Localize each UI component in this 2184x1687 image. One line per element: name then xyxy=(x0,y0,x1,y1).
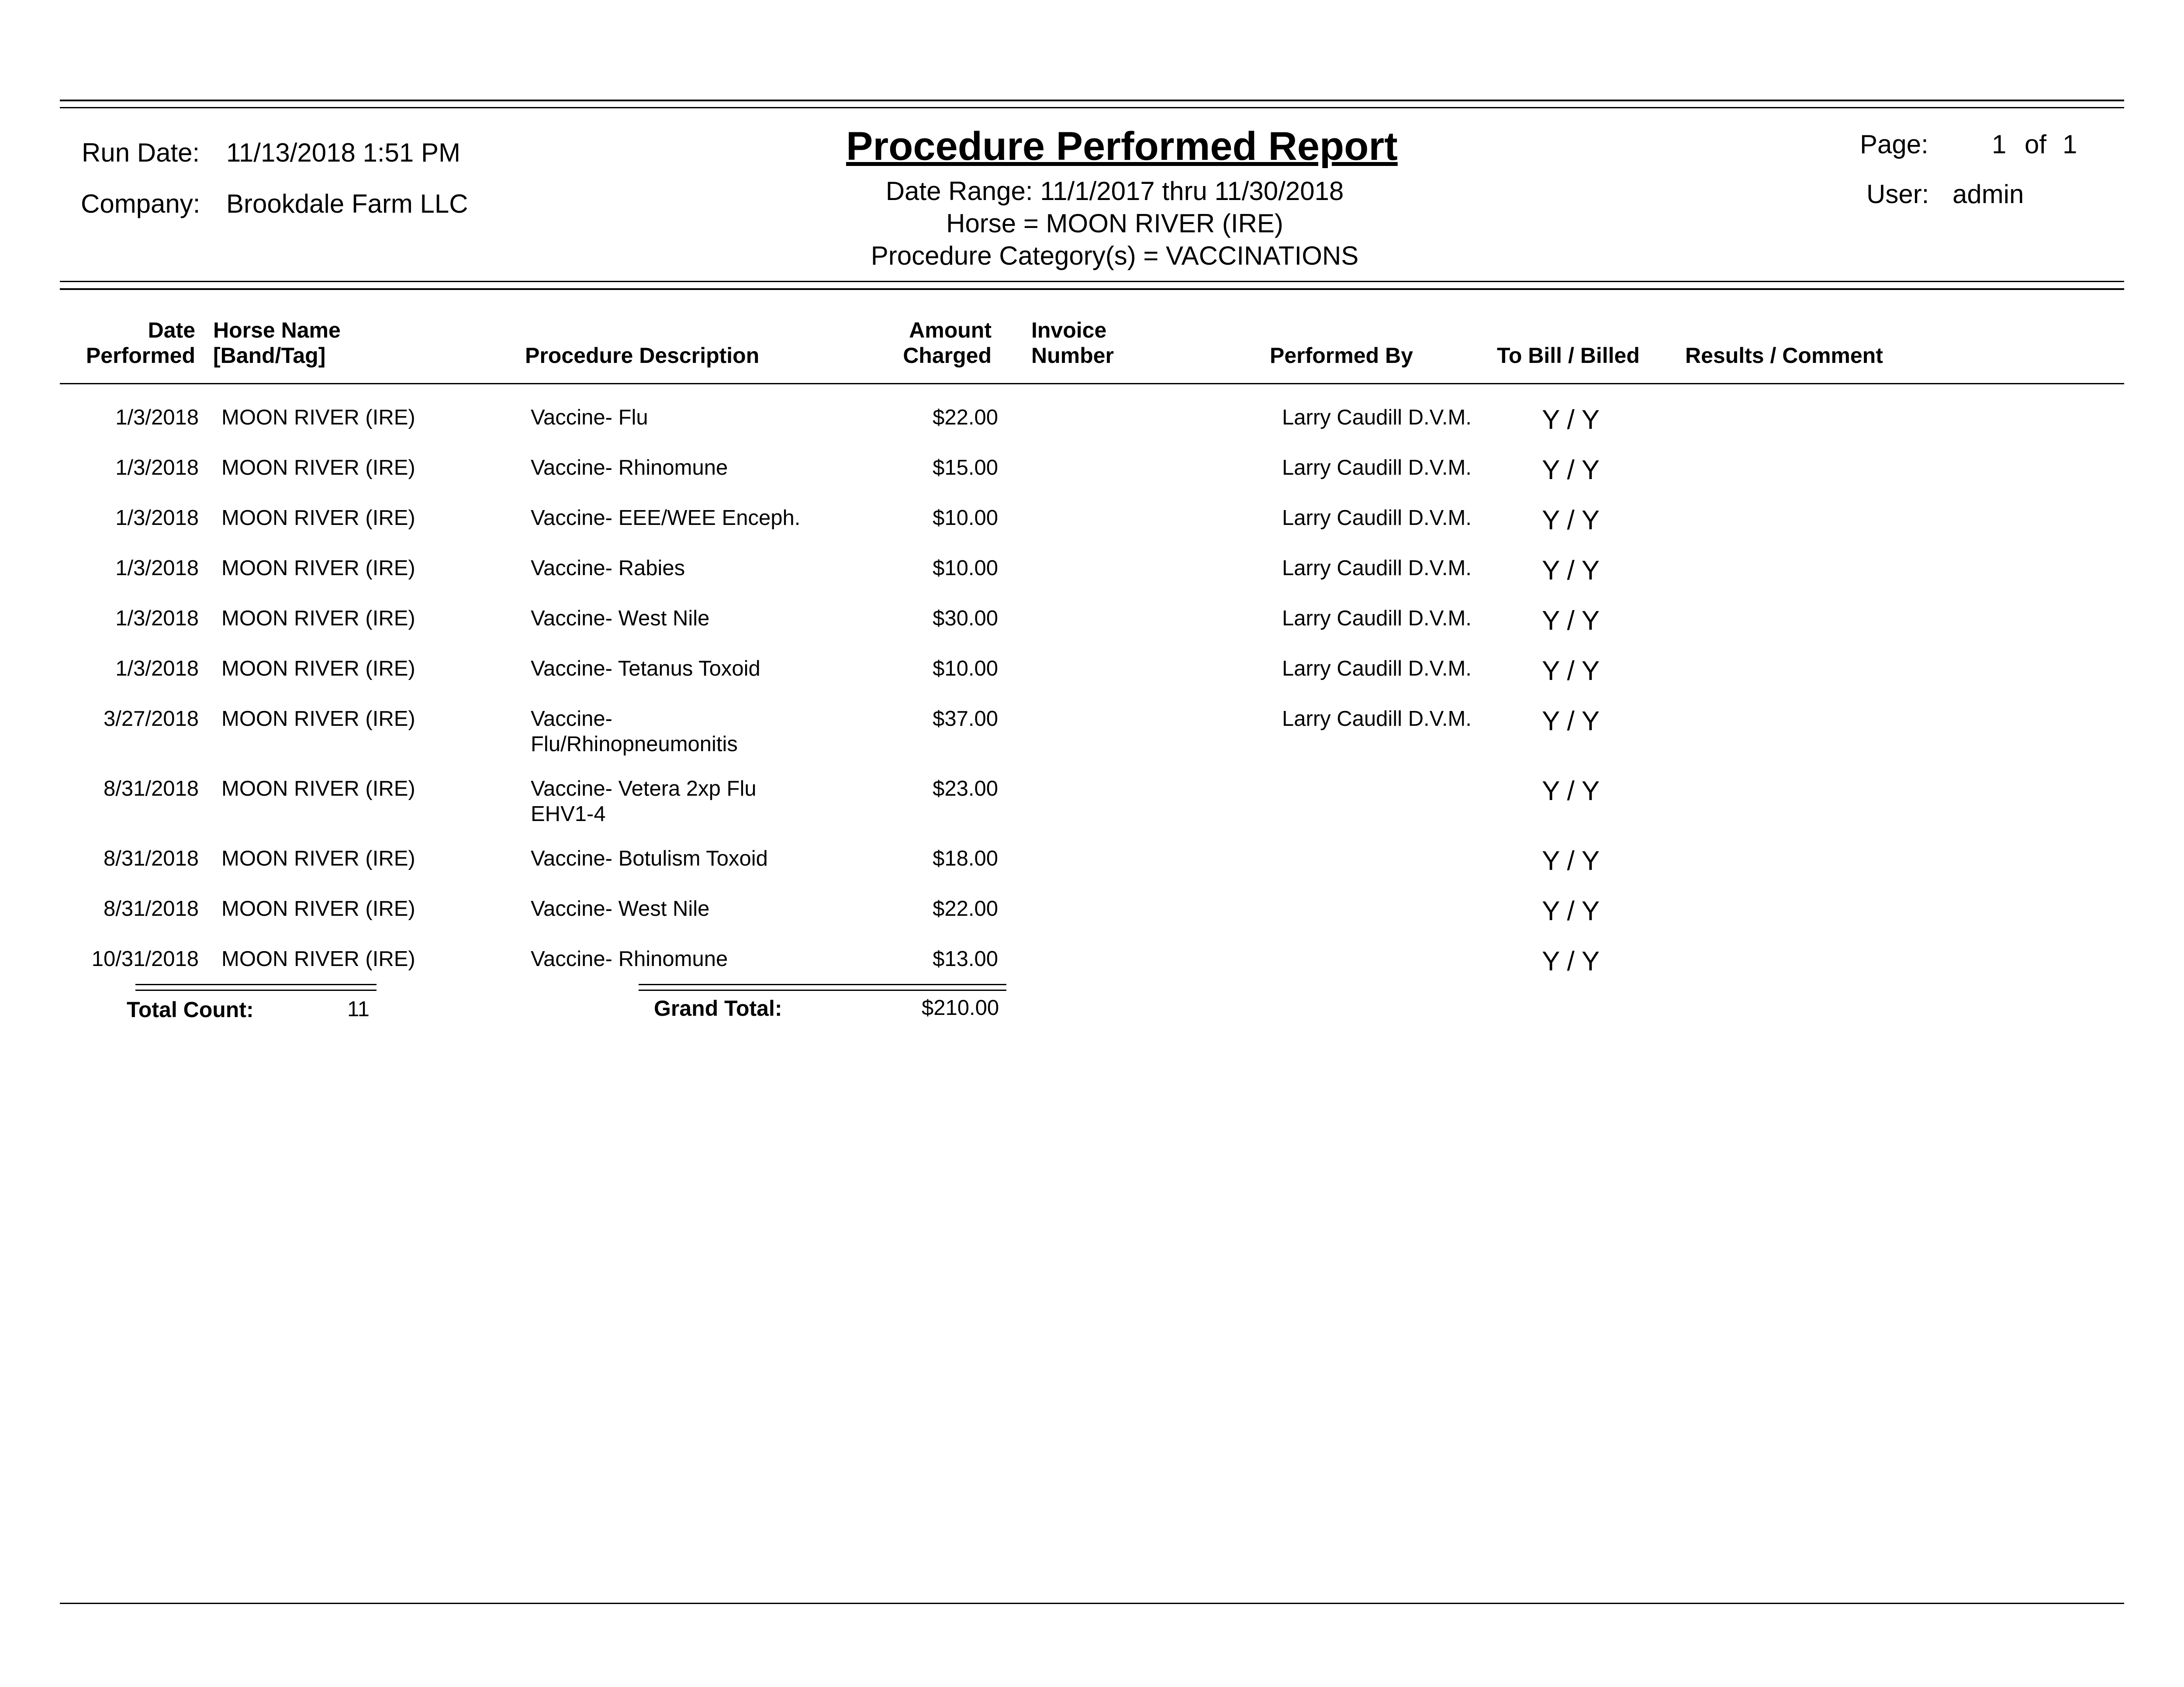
cell-amount: $13.00 xyxy=(933,947,998,971)
cell-performed-by: Larry Caudill D.V.M. xyxy=(1282,707,1472,731)
cell-description: Vaccine- Tetanus Toxoid xyxy=(531,657,760,680)
table-row xyxy=(0,505,2184,555)
cell-horse: MOON RIVER (IRE) xyxy=(221,406,415,429)
top-rule-inner xyxy=(60,107,2124,108)
cell-amount: $10.00 xyxy=(933,556,998,580)
grand-total-rule-inner xyxy=(639,990,1006,991)
cell-description: Vaccine- Vetera 2xp Flu EHV1-4 xyxy=(531,777,757,826)
cell-bill-status: Y / Y xyxy=(1542,846,1600,876)
table-row xyxy=(0,896,2184,946)
cell-description: Vaccine- Botulism Toxoid xyxy=(531,847,768,870)
horse-filter: Horse = MOON RIVER (IRE) xyxy=(946,209,1283,238)
cell-description: Vaccine- Rabies xyxy=(531,556,685,580)
col-procedure-description: Procedure Description xyxy=(525,343,760,368)
cell-bill-status: Y / Y xyxy=(1542,606,1600,636)
header-rule-inner xyxy=(60,288,2124,290)
cell-description: Vaccine- Rhinomune xyxy=(531,947,728,971)
col-date-performed xyxy=(66,317,195,368)
cell-amount: $10.00 xyxy=(933,657,998,680)
cell-amount: $37.00 xyxy=(933,707,998,731)
cell-performed-by: Larry Caudill D.V.M. xyxy=(1282,506,1472,530)
cell-performed-by: Larry Caudill D.V.M. xyxy=(1282,456,1472,480)
cell-amount: $23.00 xyxy=(933,777,998,800)
cell-date: 8/31/2018 xyxy=(104,777,199,800)
col-to-bill-billed: To Bill / Billed xyxy=(1497,343,1640,368)
cell-horse: MOON RIVER (IRE) xyxy=(221,947,415,971)
category-filter: Procedure Category(s) = VACCINATIONS xyxy=(871,241,1359,270)
header-rule xyxy=(60,281,2124,282)
cell-bill-status: Y / Y xyxy=(1542,555,1600,586)
cell-bill-status: Y / Y xyxy=(1542,656,1600,686)
cell-horse: MOON RIVER (IRE) xyxy=(221,847,415,870)
table-row xyxy=(0,455,2184,505)
table-row xyxy=(0,946,2184,997)
cell-date: 10/31/2018 xyxy=(91,947,199,971)
table-row xyxy=(0,846,2184,896)
cell-performed-by: Larry Caudill D.V.M. xyxy=(1282,556,1472,580)
cell-bill-status: Y / Y xyxy=(1542,776,1600,806)
grand-total-label: Grand Total: xyxy=(654,996,782,1021)
cell-amount: $22.00 xyxy=(933,897,998,921)
col-results-comment: Results / Comment xyxy=(1685,343,1883,368)
col-performed-by: Performed By xyxy=(1270,343,1413,368)
cell-horse: MOON RIVER (IRE) xyxy=(221,657,415,680)
grand-total-rule xyxy=(639,984,1006,985)
cell-date: 1/3/2018 xyxy=(115,406,199,429)
col-date-line1: Date xyxy=(148,318,195,342)
top-rule xyxy=(60,100,2124,101)
page-current: 1 xyxy=(1992,130,2007,159)
page-total: 1 xyxy=(2063,130,2077,159)
run-date-value: 11/13/2018 1:51 PM xyxy=(226,138,460,167)
table-row xyxy=(0,656,2184,706)
cell-horse: MOON RIVER (IRE) xyxy=(221,506,415,530)
user-label: User: xyxy=(1866,179,1929,209)
table-row xyxy=(0,706,2184,776)
run-date-label: Run Date: xyxy=(82,138,200,167)
col-invoice-number xyxy=(1031,317,1114,368)
cell-amount: $15.00 xyxy=(933,456,998,480)
cell-bill-status: Y / Y xyxy=(1542,405,1600,435)
cell-horse: MOON RIVER (IRE) xyxy=(221,556,415,580)
cell-performed-by: Larry Caudill D.V.M. xyxy=(1282,607,1472,630)
user-value: admin xyxy=(1952,179,2024,209)
cell-date: 1/3/2018 xyxy=(115,657,199,680)
cell-bill-status: Y / Y xyxy=(1542,946,1600,976)
cell-horse: MOON RIVER (IRE) xyxy=(221,777,415,800)
cell-horse: MOON RIVER (IRE) xyxy=(221,707,415,731)
company-label: Company: xyxy=(81,189,200,218)
cell-description: Vaccine- Flu xyxy=(531,406,648,429)
cell-date: 3/27/2018 xyxy=(104,707,199,731)
cell-bill-status: Y / Y xyxy=(1542,706,1600,736)
total-count-rule xyxy=(135,984,377,985)
report-title: Procedure Performed Report xyxy=(846,124,1398,169)
col-horse-line2: [Band/Tag] xyxy=(213,343,326,368)
cell-date: 8/31/2018 xyxy=(104,897,199,921)
grand-total-value: $210.00 xyxy=(922,996,999,1020)
cell-date: 1/3/2018 xyxy=(115,506,199,530)
cell-bill-status: Y / Y xyxy=(1542,505,1600,535)
cell-description: Vaccine- EEE/WEE Enceph. xyxy=(531,506,801,530)
column-header-rule xyxy=(60,383,2124,384)
cell-horse: MOON RIVER (IRE) xyxy=(221,897,415,921)
table-row xyxy=(0,776,2184,846)
cell-performed-by: Larry Caudill D.V.M. xyxy=(1282,657,1472,680)
cell-date: 8/31/2018 xyxy=(104,847,199,870)
cell-date: 1/3/2018 xyxy=(115,456,199,480)
cell-horse: MOON RIVER (IRE) xyxy=(221,456,415,480)
date-range: Date Range: 11/1/2017 thru 11/30/2018 xyxy=(885,176,1344,206)
company-value: Brookdale Farm LLC xyxy=(226,189,468,218)
cell-amount: $30.00 xyxy=(933,607,998,630)
table-row xyxy=(0,405,2184,455)
cell-amount: $10.00 xyxy=(933,506,998,530)
cell-date: 1/3/2018 xyxy=(115,607,199,630)
cell-bill-status: Y / Y xyxy=(1542,896,1600,926)
page-of: of xyxy=(2025,130,2047,159)
total-count-rule-inner xyxy=(135,990,377,991)
cell-performed-by: Larry Caudill D.V.M. xyxy=(1282,406,1472,429)
page-label: Page: xyxy=(1860,130,1928,159)
footer-rule xyxy=(60,1603,2124,1604)
col-amount-line1: Amount xyxy=(909,318,992,342)
col-amount-charged xyxy=(856,317,992,368)
total-count-value: 11 xyxy=(347,997,370,1021)
cell-description: Vaccine- West Nile xyxy=(531,897,710,921)
col-horse-line1: Horse Name xyxy=(213,318,341,342)
table-row xyxy=(0,555,2184,606)
col-horse-name xyxy=(213,317,341,368)
cell-date: 1/3/2018 xyxy=(115,556,199,580)
table-row xyxy=(0,606,2184,656)
total-count-label: Total Count: xyxy=(127,997,254,1022)
cell-description: Vaccine- Flu/Rhinopneumonitis xyxy=(531,707,738,756)
cell-bill-status: Y / Y xyxy=(1542,455,1600,485)
cell-amount: $18.00 xyxy=(933,847,998,870)
cell-amount: $22.00 xyxy=(933,406,998,429)
cell-description: Vaccine- Rhinomune xyxy=(531,456,728,480)
col-invoice-line2: Number xyxy=(1031,343,1114,368)
col-date-line2: Performed xyxy=(86,343,195,368)
cell-description: Vaccine- West Nile xyxy=(531,607,710,630)
col-amount-line2: Charged xyxy=(903,343,992,368)
col-invoice-line1: Invoice xyxy=(1031,318,1107,342)
cell-horse: MOON RIVER (IRE) xyxy=(221,607,415,630)
